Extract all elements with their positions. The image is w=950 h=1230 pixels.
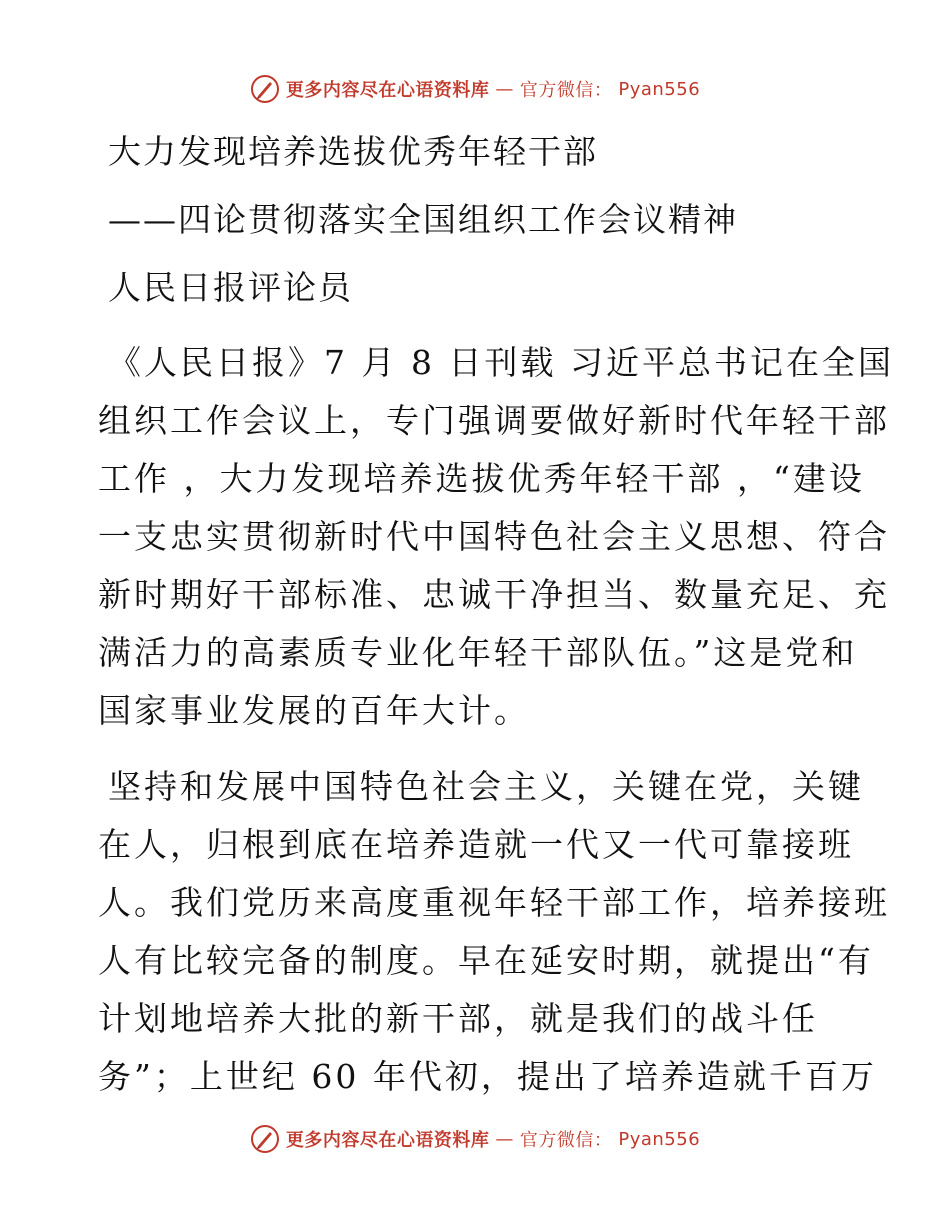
paragraph-2: [98, 758, 890, 1106]
watermark-wechat-id: Pyan556: [618, 1128, 701, 1150]
header-watermark: [0, 74, 950, 104]
document-author: 人民日报评论员: [108, 268, 353, 307]
paragraph-line: 人有比较完备的制度。早在延安时期，就提出“有: [98, 941, 874, 980]
footer-watermark: [0, 1124, 950, 1154]
watermark-main-text: 更多内容尽在心语资料库: [285, 80, 490, 101]
document-subtitle: ——四论贯彻落实全国组织工作会议精神: [108, 200, 738, 239]
paragraph-line: 组织工作会议上，专门强调要做好新时代年轻干部: [98, 401, 890, 440]
watermark-wechat-id: Pyan556: [618, 78, 701, 100]
paragraph-line: 计划地培养大批的新干部，就是我们的战斗任: [98, 999, 818, 1038]
document-title: 大力发现培养选拔优秀年轻干部: [108, 132, 598, 171]
watermark-separator: —: [495, 78, 514, 100]
document-body: [98, 120, 894, 1106]
paragraph-line: 人。我们党历来高度重视年轻干部工作，培养接班: [98, 883, 890, 922]
paragraph-line: 新时期好干部标准、忠诚干净担当、数量充足、充: [98, 575, 890, 614]
watermark-separator: —: [495, 1128, 514, 1150]
watermark-label: 官方微信：: [519, 80, 613, 101]
paragraph-line: 务”；上世纪 60 年代初，提出了培养造就千百万: [98, 1057, 877, 1096]
watermark-main-text: 更多内容尽在心语资料库: [285, 1130, 490, 1151]
quill-logo-icon: [250, 74, 280, 104]
watermark-label: 官方微信：: [519, 1130, 613, 1151]
paragraph-1: [98, 334, 894, 740]
paragraph-line: 一支忠实贯彻新时代中国特色社会主义思想、符合: [98, 517, 890, 556]
paragraph-line: 坚持和发展中国特色社会主义，关键在党，关键: [108, 767, 864, 806]
paragraph-line: 满活力的高素质专业化年轻干部队伍。”这是党和: [98, 633, 858, 672]
paragraph-line: 在人，归根到底在培养造就一代又一代可靠接班: [98, 825, 854, 864]
paragraph-line: 工作 ，大力发现培养选拔优秀年轻干部 ，“建设: [98, 459, 865, 498]
paragraph-line: 《人民日报》7 月 8 日刊载 习近平总书记在全国: [108, 343, 894, 382]
paragraph-line: 国家事业发展的百年大计。: [98, 691, 530, 730]
quill-logo-icon: [250, 1124, 280, 1154]
